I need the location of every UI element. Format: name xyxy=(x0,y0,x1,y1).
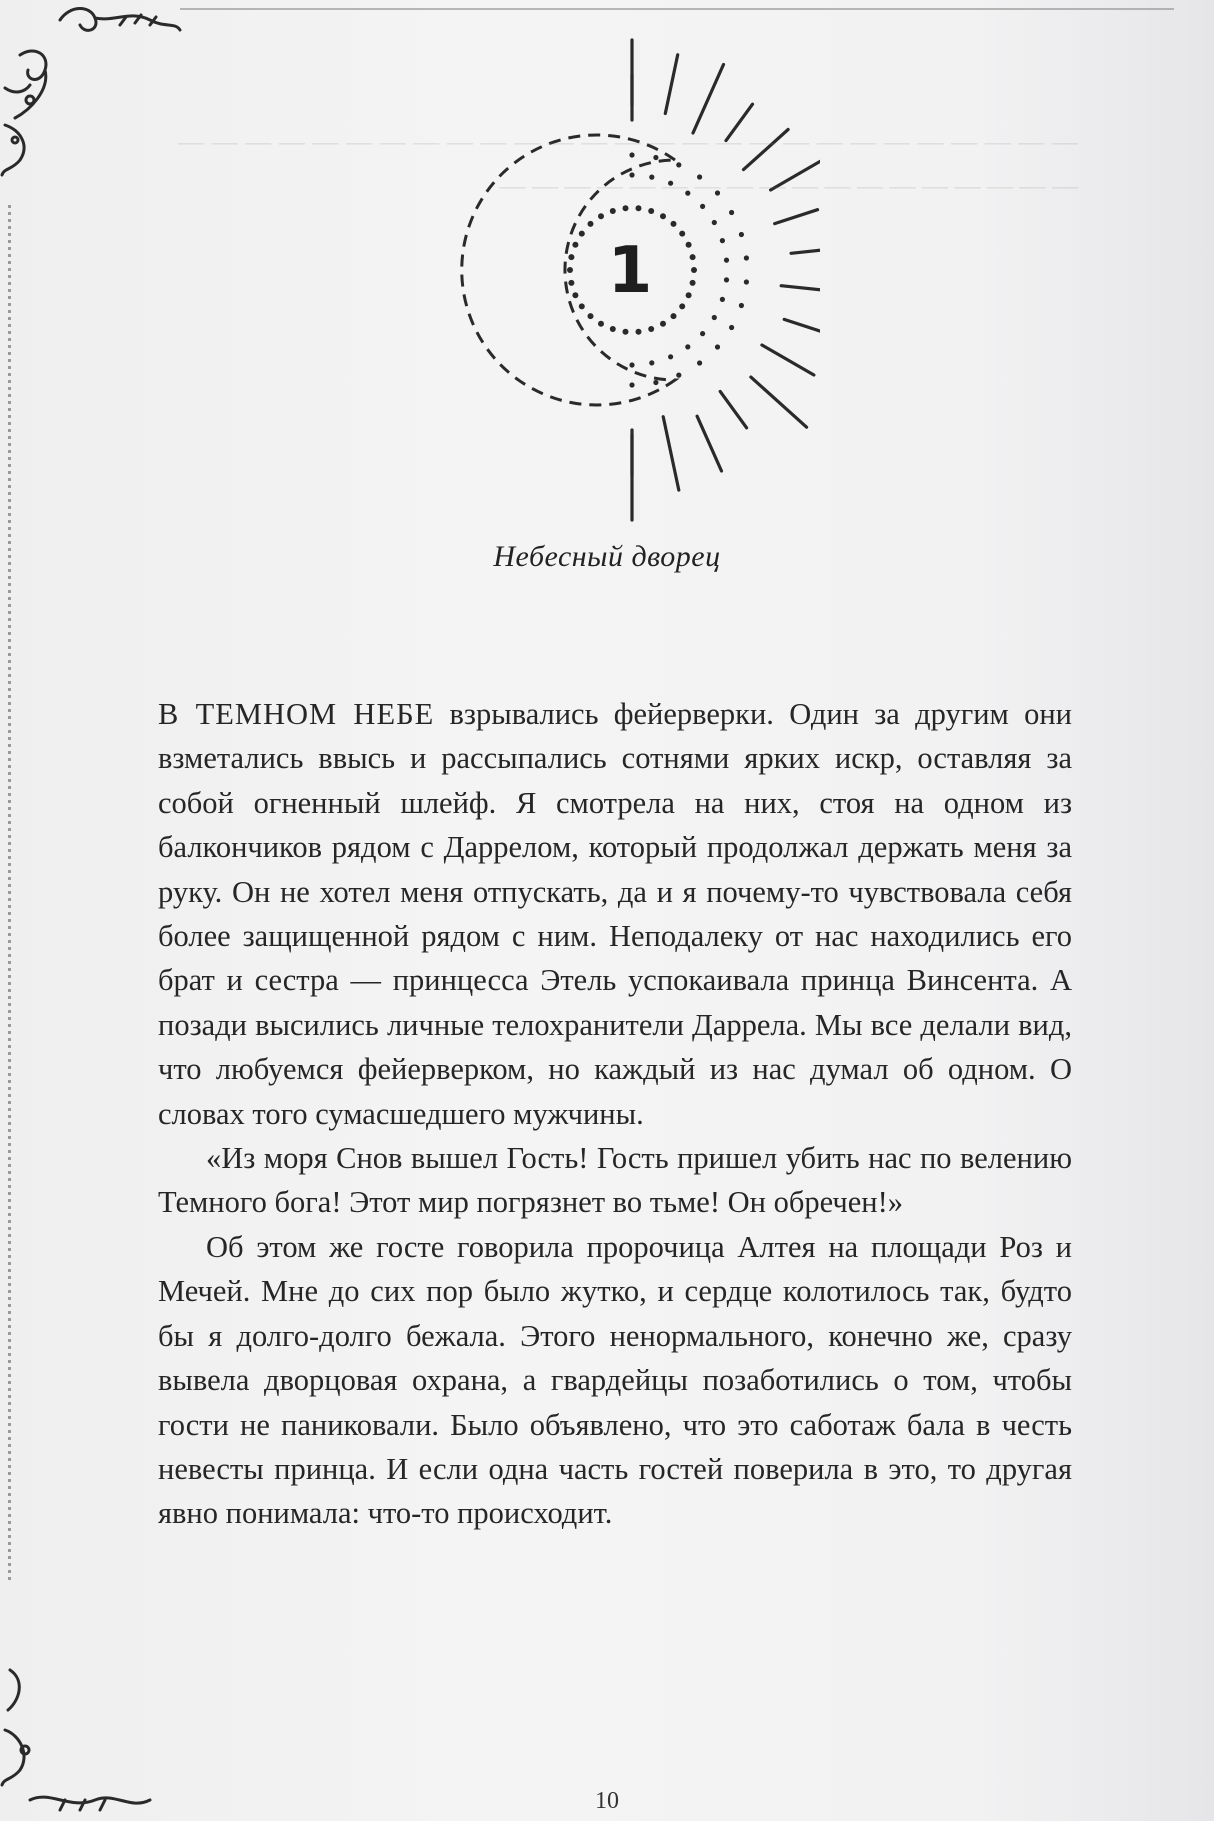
ring-dot xyxy=(660,321,666,327)
chapter-body xyxy=(158,692,1072,1536)
chapter-emblem xyxy=(460,30,820,550)
ring-dot xyxy=(690,280,696,286)
ray-dot xyxy=(676,373,681,378)
ring-dot xyxy=(567,267,573,273)
ring-dot xyxy=(690,254,696,260)
ray-dot xyxy=(712,315,717,320)
ring-dot xyxy=(579,303,585,309)
ring-dot xyxy=(598,321,604,327)
sun-ray xyxy=(762,345,814,375)
ring-dot xyxy=(679,231,685,237)
ray-dot xyxy=(744,279,749,284)
ray-dot xyxy=(744,255,749,260)
ray-dot xyxy=(724,258,729,263)
ring-dot xyxy=(671,221,677,227)
ray-dot xyxy=(649,360,654,365)
ring-dot xyxy=(623,329,629,335)
paragraph-1 xyxy=(158,692,1072,1136)
sun-ray xyxy=(775,210,818,224)
sun-ray xyxy=(697,416,721,471)
ring-dot xyxy=(679,303,685,309)
ray-dot xyxy=(720,297,725,302)
ray-dot xyxy=(739,303,744,308)
ray-dot xyxy=(629,382,634,387)
ring-dot xyxy=(588,313,594,319)
sun-ray xyxy=(784,319,820,333)
ray-dot xyxy=(700,331,705,336)
paragraph-1-text: взрывались фейерверки. Один за другим они взметались ввысь и рассыпались сотнями ярких искр, оставляя за собой огненный шлейф. Я смотрела на них, стоя на одном из балкончиков рядом с Даррелом, который продолжал держать меня за руку. Он не хотел меня отпускать, да и я почему-то чувствовала себя более защищенной рядом с ним. Неподалеку от нас находились его брат и сестра — принцесса Этель успокаивала принца Винсента. А позади высились личные телохранители Даррела. Мы все делали вид, что любуемся фейерверком, но каждый из нас думал об одном. О словах того сумасшедшего мужчины. xyxy=(158,697,1073,1131)
left-border-line xyxy=(8,205,11,1581)
ray-dot xyxy=(629,362,634,367)
ring-dot xyxy=(579,231,585,237)
ring-dot xyxy=(610,326,616,332)
ring-dot xyxy=(572,292,578,298)
paragraph-2: «Из моря Снов вышел Гость! Гость пришел убить нас по велению Темного бога! Этот мир погрязнет во тьме! Он обречен!» xyxy=(158,1141,1072,1220)
sun-ray xyxy=(720,391,746,427)
page-number: 10 xyxy=(595,1788,619,1814)
ring-dot xyxy=(572,242,578,248)
ring-dot xyxy=(568,280,574,286)
ray-dot xyxy=(729,210,734,215)
ring-dot xyxy=(691,267,697,273)
ray-dot xyxy=(724,277,729,282)
ray-dot xyxy=(712,220,717,225)
ring-dot xyxy=(588,221,594,227)
ring-dot xyxy=(671,313,677,319)
ring-dot xyxy=(686,242,692,248)
sun-ray xyxy=(751,377,807,427)
sun-ray xyxy=(665,55,677,114)
ray-dot xyxy=(715,344,720,349)
ring-dot xyxy=(660,213,666,219)
ray-dot xyxy=(668,354,673,359)
ring-dot xyxy=(636,329,642,335)
ring-dot xyxy=(598,213,604,219)
ring-dot xyxy=(648,208,654,214)
ray-dot xyxy=(720,238,725,243)
ring-dot xyxy=(568,254,574,260)
ray-dot xyxy=(729,325,734,330)
ray-dot xyxy=(739,232,744,237)
sun-ray xyxy=(663,417,679,490)
ray-dot xyxy=(653,380,658,385)
top-border-line xyxy=(180,8,1174,10)
lead-in-caps: В ТЕМНОМ НЕБЕ xyxy=(158,697,435,731)
chapter-number: 1 xyxy=(607,234,653,308)
ring-dot xyxy=(610,208,616,214)
paragraph-3: Об этом же госте говорила пророчица Алтея на площади Роз и Мечей. Мне до сих пор было жутко, и сердце колотилось так, будто бы я долго-долго бежала. Этого ненормального, конечно же, сразу вывела дворцовая охрана, а гвардейцы позаботились о том, чтобы гости не паниковали. Было объявлено, что это саботаж бала в честь невесты принца. И если одна часть гостей поверила в это, то другая явно понимала: что-то происходит. xyxy=(158,1229,1072,1531)
sun-ray xyxy=(791,247,820,253)
ring-dot xyxy=(648,326,654,332)
sun-ray xyxy=(781,286,820,294)
chapter-subtitle: Небесный дворец xyxy=(493,540,721,573)
ray-dot xyxy=(697,360,702,365)
ring-dot xyxy=(686,292,692,298)
ray-dot xyxy=(685,344,690,349)
show-through-text: ― ― ― ― ― ― ― ― ― ― ― ― ― ― ― ― ― ― ― ― ― ― ― ― ― ― ― ― ― ― ― ― ― ― ― ― ― ― ― ― ― ― ― ― ― xyxy=(178,127,1078,200)
top-left-ornament-icon xyxy=(0,0,190,190)
